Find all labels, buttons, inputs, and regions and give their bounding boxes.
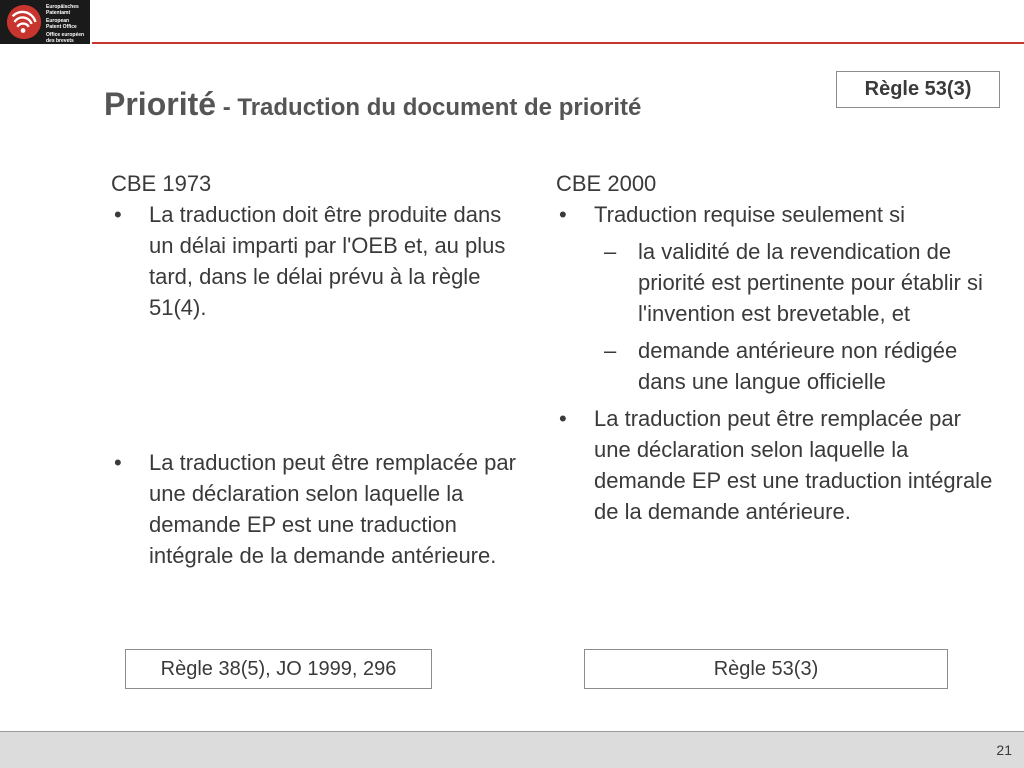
dash-icon: – <box>604 338 617 363</box>
page-number: 21 <box>996 742 1012 758</box>
column-heading: CBE 1973 <box>111 171 212 196</box>
title-main: Priorité <box>104 86 217 122</box>
list-item <box>111 447 521 571</box>
list-item-text: Traduction requise seulement si <box>594 202 906 227</box>
column-cbe-2000 <box>556 168 996 527</box>
epo-logo <box>0 0 90 44</box>
list-item <box>111 199 521 323</box>
sub-list-item <box>556 335 996 397</box>
list-item <box>556 403 996 527</box>
rule-reference-left: Règle 38(5), JO 1999, 296 <box>125 649 432 689</box>
logo-text <box>46 4 90 44</box>
logo-line: European <box>46 18 70 24</box>
column-heading: CBE 2000 <box>556 171 657 196</box>
list-item-text: La traduction doit être produite dans un délai imparti par l'OEB et, au plus tard, dans le délai prévu à la règle 51(4). <box>149 202 506 320</box>
logo-line: Office européen <box>46 32 85 38</box>
logo-line: Europäisches <box>46 4 79 10</box>
bullet-icon: • <box>114 450 122 475</box>
page-title <box>104 86 641 123</box>
epo-logo-icon <box>5 2 43 42</box>
header-divider <box>92 42 1024 44</box>
logo-line: Patent Office <box>46 24 77 30</box>
logo-line: Patentamt <box>46 10 71 16</box>
sub-list-item-text: demande antérieure non rédigée dans une langue officielle <box>638 338 958 394</box>
list-item <box>556 199 996 230</box>
rule-reference-top: Règle 53(3) <box>836 71 1000 108</box>
title-subtitle: - Traduction du document de priorité <box>216 94 642 121</box>
bullet-icon: • <box>559 406 567 431</box>
sub-list-item-text: la validité de la revendication de priorité est pertinente pour établir si l'invention est brevetable, et <box>638 239 983 326</box>
column-cbe-1973 <box>111 168 521 571</box>
list-item-text: La traduction peut être remplacée par une déclaration selon laquelle la demande EP est une traduction intégrale de la demande antérieure. <box>594 406 993 524</box>
footer-bar <box>0 731 1024 768</box>
rule-reference-right: Règle 53(3) <box>584 649 948 689</box>
bullet-icon: • <box>114 202 122 227</box>
list-item-text: La traduction peut être remplacée par une déclaration selon laquelle la demande EP est une traduction intégrale de la demande antérieure. <box>149 450 516 568</box>
dash-icon: – <box>604 239 617 264</box>
logo-line: des brevets <box>46 38 74 44</box>
bullet-icon: • <box>559 202 567 227</box>
sub-list-item <box>556 236 996 329</box>
